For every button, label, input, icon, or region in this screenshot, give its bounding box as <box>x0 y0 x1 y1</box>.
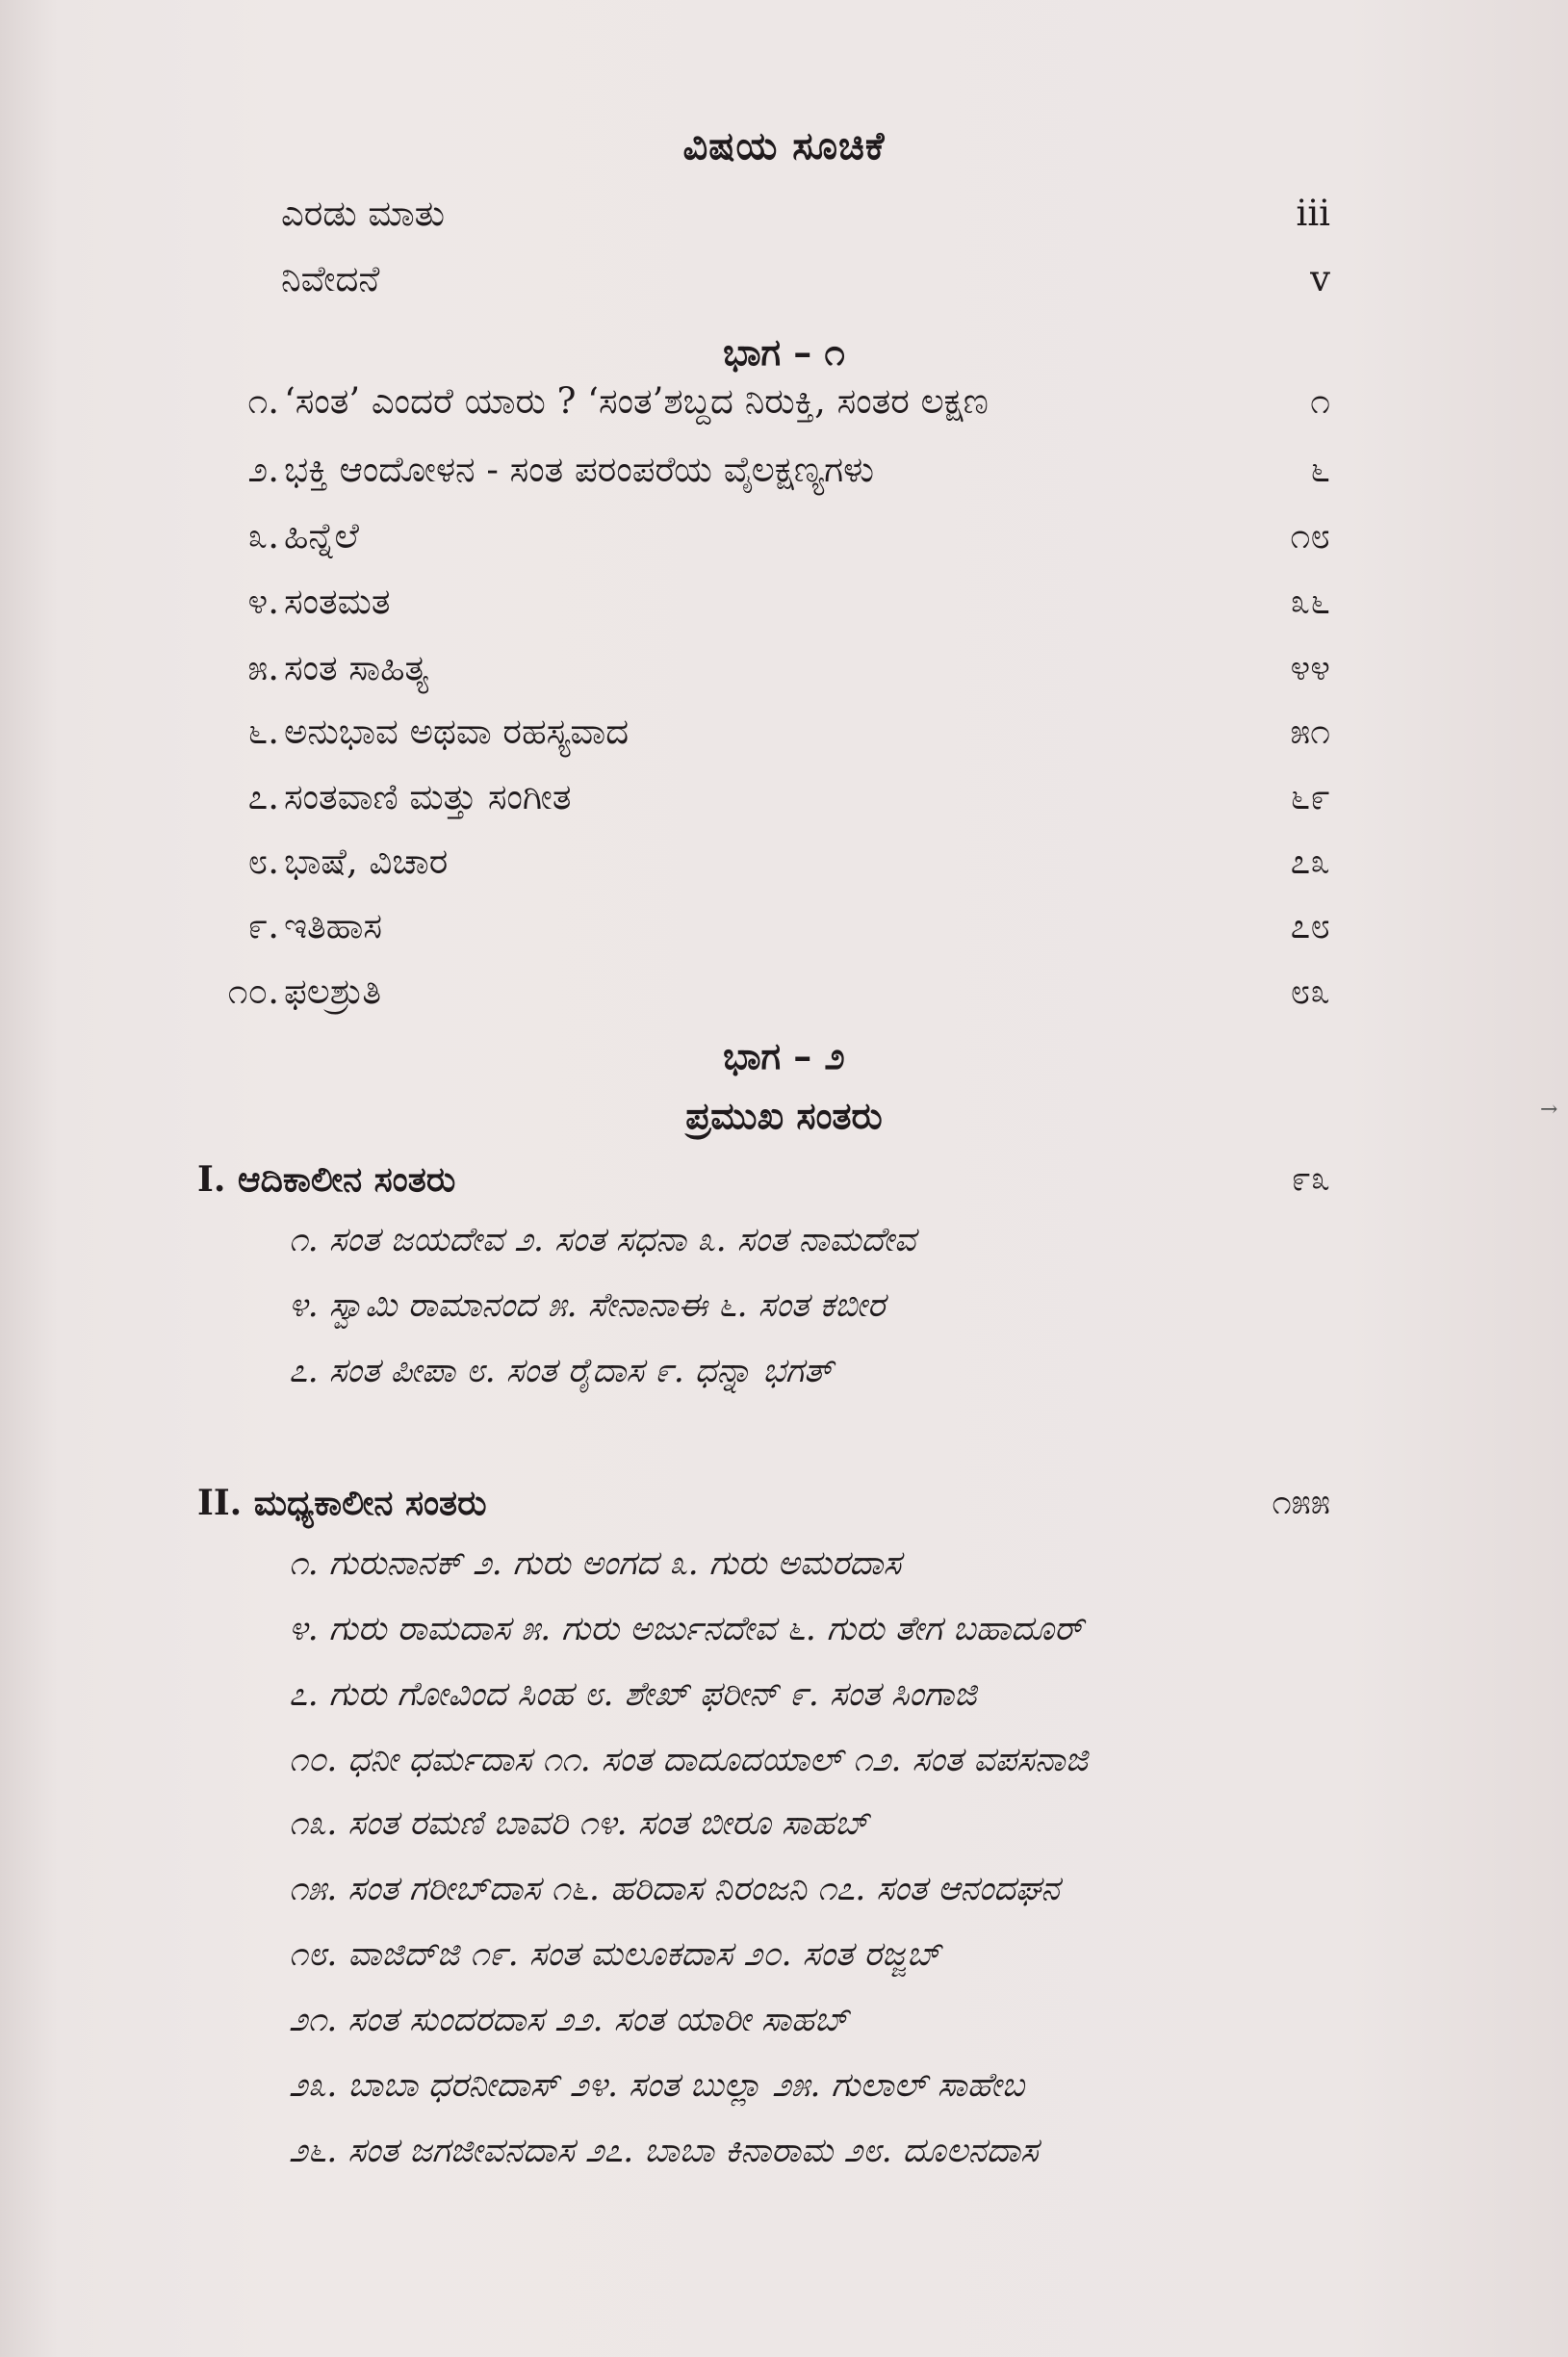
entry-label: ಎರಡು ಮಾತು <box>281 193 446 234</box>
chapter-page: ೧ <box>1310 380 1330 422</box>
chapter-title: ‘ಸಂತ’ ಎಂದರೆ ಯಾರು ? ‘ಸಂತ’ಶಬ್ದದ ನಿರುಕ್ತಿ, ಸಂತರ ಲಕ್ಷಣ <box>284 380 989 422</box>
chapter-page: ೩೬ <box>1290 581 1330 622</box>
chapter-page: ೭೮ <box>1290 905 1330 946</box>
saints-line: ೧೫. ಸಂತ ಗರೀಬ್‌ದಾಸ ೧೬. ಹರಿದಾಸ ನಿರಂಜನಿ ೧೭. ಸಂತ ಆನಂದಘನ <box>289 1870 1060 1908</box>
chapter-entry <box>193 841 1330 891</box>
chapter-number: ೪. <box>247 581 279 622</box>
chapter-number: ೫. <box>247 647 279 688</box>
chapter-number: ೨. <box>247 449 279 490</box>
saints-line: ೨೩. ಬಾಬಾ ಧರನೀದಾಸ್ ೨೪. ಸಂತ ಬುಲ್ಲಾ ೨೫. ಗುಲಾಲ್ ಸಾಹೇಬ <box>289 2066 1025 2105</box>
chapter-entry <box>193 581 1330 631</box>
chapter-title: ಸಂತ ಸಾಹಿತ್ಯ <box>284 647 429 688</box>
chapter-number: ೭. <box>247 776 279 817</box>
chapter-number: ೯. <box>247 905 279 946</box>
saints-line: ೪. ಗುರು ರಾಮದಾಸ ೫. ಗುರು ಅರ್ಜುನದೇವ ೬. ಗುರು ತೇಗ ಬಹಾದೂರ್ <box>289 1610 1084 1648</box>
section-page: ೧೫೫ <box>1272 1483 1330 1522</box>
section-heading <box>197 1159 1330 1201</box>
section-heading <box>197 1483 1330 1524</box>
chapter-page: ೫೧ <box>1290 711 1330 752</box>
chapter-page: ೬೯ <box>1290 776 1330 817</box>
chapter-title: ಸಂತವಾಣಿ ಮತ್ತು ಸಂಗೀತ <box>284 776 572 817</box>
front-matter-entry <box>281 258 1330 300</box>
saints-line: ೪. ಸ್ವಾಮಿ ರಾಮಾನಂದ ೫. ಸೇನಾನಾಈ ೬. ಸಂತ ಕಬೀರ <box>289 1286 886 1325</box>
chapter-entry <box>193 449 1330 499</box>
chapter-title: ಭಕ್ತಿ ಆಂದೋಳನ - ಸಂತ ಪರಂಪರೆಯ ವೈಲಕ್ಷಣ್ಯಗಳು <box>284 449 875 490</box>
front-matter-entry <box>281 193 1330 235</box>
section-page: ೯೩ <box>1291 1159 1330 1199</box>
section-title: II. ಮಧ್ಯಕಾಲೀನ ಸಂತರು <box>197 1483 487 1523</box>
entry-page: iii <box>1296 193 1330 234</box>
saints-line: ೧. ಸಂತ ಜಯದೇವ ೨. ಸಂತ ಸಧನಾ ೩. ಸಂತ ನಾಮದೇವ <box>289 1221 916 1259</box>
saints-line: ೨೧. ಸಂತ ಸುಂದರದಾಸ ೨೨. ಸಂತ ಯಾರೀ ಸಾಹಬ್ <box>289 2001 849 2039</box>
chapter-number: ೩. <box>247 515 279 557</box>
chapter-page: ೧೮ <box>1290 515 1330 557</box>
chapter-title: ಹಿನ್ನೆಲೆ <box>284 515 359 557</box>
saints-line: ೭. ಸಂತ ಪೀಪಾ ೮. ಸಂತ ರೈದಾಸ ೯. ಧನ್ನಾ ಭಗತ್ <box>289 1352 833 1390</box>
entry-label: ನಿವೇದನೆ <box>281 258 380 299</box>
saints-line: ೭. ಗುರು ಗೋವಿಂದ ಸಿಂಹ ೮. ಶೇಖ್ ಫರೀನ್ ೯. ಸಂತ ಸಿಂಗಾಜಿ <box>289 1675 977 1714</box>
chapter-title: ಸಂತಮತ <box>284 581 391 622</box>
part-subheading: ಪ್ರಮುಖ ಸಂತರು <box>685 1094 883 1137</box>
chapter-number: ೧. <box>247 380 279 422</box>
chapter-page: ೮೩ <box>1290 971 1330 1012</box>
entry-page: v <box>1310 258 1330 299</box>
chapter-title: ಭಾಷೆ, ವಿಚಾರ <box>284 841 449 882</box>
chapter-entry <box>193 905 1330 955</box>
saints-line: ೧೮. ವಾಜಿದ್‌ಜಿ ೧೯. ಸಂತ ಮಲೂಕದಾಸ ೨೦. ಸಂತ ರಜ್ಜಬ್ <box>289 1935 941 1974</box>
section-title: I. ಆದಿಕಾಲೀನ ಸಂತರು <box>197 1159 456 1200</box>
chapter-number: ೧೦. <box>227 971 279 1012</box>
chapter-page: ೪೪ <box>1290 647 1330 688</box>
chapter-entry <box>193 776 1330 826</box>
chapter-title: ಅನುಭಾವ ಅಥವಾ ರಹಸ್ಯವಾದ <box>284 711 630 752</box>
part-heading: ಭಾಗ – ೨ <box>723 1034 845 1077</box>
chapter-title: ಇತಿಹಾಸ <box>284 905 383 946</box>
chapter-entry <box>193 711 1330 761</box>
chapter-entry <box>193 380 1330 430</box>
part-heading: ಭಾಗ – ೧ <box>723 330 845 374</box>
chapter-number: ೬. <box>247 711 279 752</box>
chapter-title: ಫಲಶ್ರುತಿ <box>284 971 381 1012</box>
saints-line: ೧೩. ಸಂತ ರಮಣಿ ಬಾವರಿ ೧೪. ಸಂತ ಬೀರೂ ಸಾಹಬ್ <box>289 1804 869 1843</box>
margin-mark: → <box>1540 1098 1558 1122</box>
chapter-number: ೮. <box>247 841 279 882</box>
chapter-page: ೭೩ <box>1290 841 1330 882</box>
chapter-page: ೬ <box>1310 449 1330 490</box>
saints-line: ೧. ಗುರುನಾನಕ್ ೨. ಗುರು ಅಂಗದ ೩. ಗುರು ಅಮರದಾಸ <box>289 1544 902 1583</box>
chapter-entry <box>193 515 1330 565</box>
saints-line: ೨೬. ಸಂತ ಜಗಜೀವನದಾಸ ೨೭. ಬಾಬಾ ಕಿನಾರಾಮ ೨೮. ದೂಲನದಾಸ <box>289 2132 1039 2170</box>
chapter-entry <box>193 647 1330 697</box>
saints-line: ೧೦. ಧನೀ ಧರ್ಮದಾಸ ೧೧. ಸಂತ ದಾದೂದಯಾಲ್ ೧೨. ಸಂತ ವಪಸನಾಜಿ <box>289 1741 1089 1779</box>
page-title: ವಿಷಯ ಸೂಚಿಕೆ <box>682 123 886 168</box>
chapter-entry <box>193 971 1330 1021</box>
